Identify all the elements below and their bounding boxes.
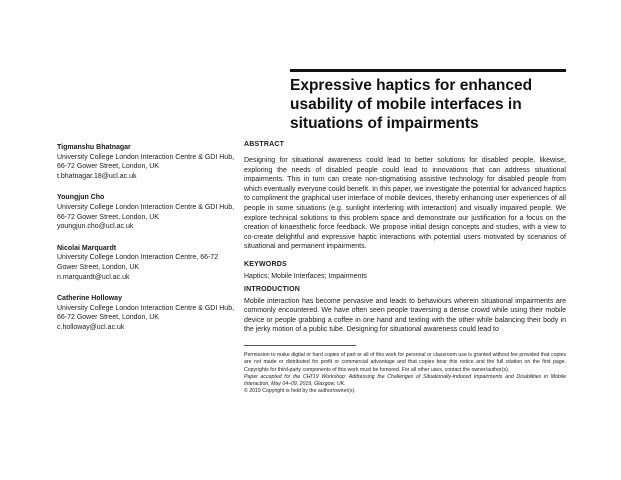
author-list [57,143,237,345]
author-affiliation: University College London Interaction Centre & GDI Hub, 66-72 Gower Street, London, UK [57,304,235,322]
author-name: Tigmanshu Bhatnagar [57,144,131,151]
author-affiliation: University College London Interaction Centre, 66-72 Gower Street, London, UK [57,254,219,271]
paper-title: Expressive haptics for enhanced usability of mobile interfaces in situations of impairments [290,77,533,132]
author-email[interactable]: n.marquardt@ucl.ac.uk [57,273,130,281]
author-name: Catherine Holloway [57,295,122,303]
abstract-heading: ABSTRACT [244,141,285,148]
author-block [57,193,237,231]
author-affiliation: University College London Interaction Centre & GDI Hub, 66-72 Gower Street, London, UK [57,203,235,221]
author-email[interactable]: c.holloway@ucl.ac.uk [57,323,125,331]
title-rule [290,69,566,72]
introduction-text: Mobile interaction has become pervasive and leads to behaviours wherein situational impairments are commonly encountered. We have often seen people traversing a dense crowd while using their mobile device or people grabbing a coffee in one hand and texting with the other while balancing their body in the jerky motion of a public tube. Designing for situational awareness could lead to [244,297,566,334]
acceptance-note: Paper accepted for the CHI'19 Workshop: Addressing the Challenges of Situationally-Induced Impairments and Disabilities in Mobile Interaction, May 04–09, 2019, Glasgow, UK. [244,373,566,388]
author-name: Nicolai Marquardt [57,244,117,252]
author-email[interactable]: t.bhatnagar.18@ucl.ac.uk [57,172,137,180]
keywords-heading: KEYWORDS [244,260,287,268]
author-email[interactable]: youngjun.cho@ucl.ac.uk [57,223,134,231]
author-block [57,143,237,181]
copyright-notice: © 2019 Copyright is held by the author/owner(s). [244,388,356,395]
keywords-text: Haptics; Mobile Interfaces; Impairments [244,272,367,280]
footnote-rule [244,345,356,346]
main-column [244,140,566,335]
permission-notice: Permission to make digital or hard copies of part or all of this work for personal or classroom use is granted without fee provided that copies are not made or distributed for profit or commercial advantage and that copies bear this notice and the full citation on the first page. Copyrights for third-party components of this work must be honored. For all other uses, contact the owner/author(s). [244,352,566,373]
abstract-text: Designing for situational awareness could lead to better solutions for disabled people, likewise, exploring the needs of disabled people could lead to innovations that can address situational impairments. This in turn can create non-stigmatising assistive technology for disabled people from which eventually everyone could benefit. In this paper, we investigate the potential for advanced haptics to compliment the graphical user interface of mobile devices, thereby enhancing user experiences of all people in some situations (e.g. sunlight interfering with interaction) and visually impaired people. We explore technical solutions to this problem space and demonstrate our justification for a focus on the creation of kinaesthetic force feedback. We propose initial design concepts and studies, with a view to co-create delightful and expressive haptic interactions with potential users motivated by scenarios of situational and permanent impairments. [244,157,566,251]
author-block [57,244,237,282]
author-affiliation: University College London Interaction Centre & GDI Hub, 66-72 Gower Street, London, UK [57,153,235,171]
author-name: Youngjun Cho [57,194,105,202]
introduction-heading: INTRODUCTION [244,285,301,293]
footnote [244,352,566,396]
author-block [57,294,237,332]
